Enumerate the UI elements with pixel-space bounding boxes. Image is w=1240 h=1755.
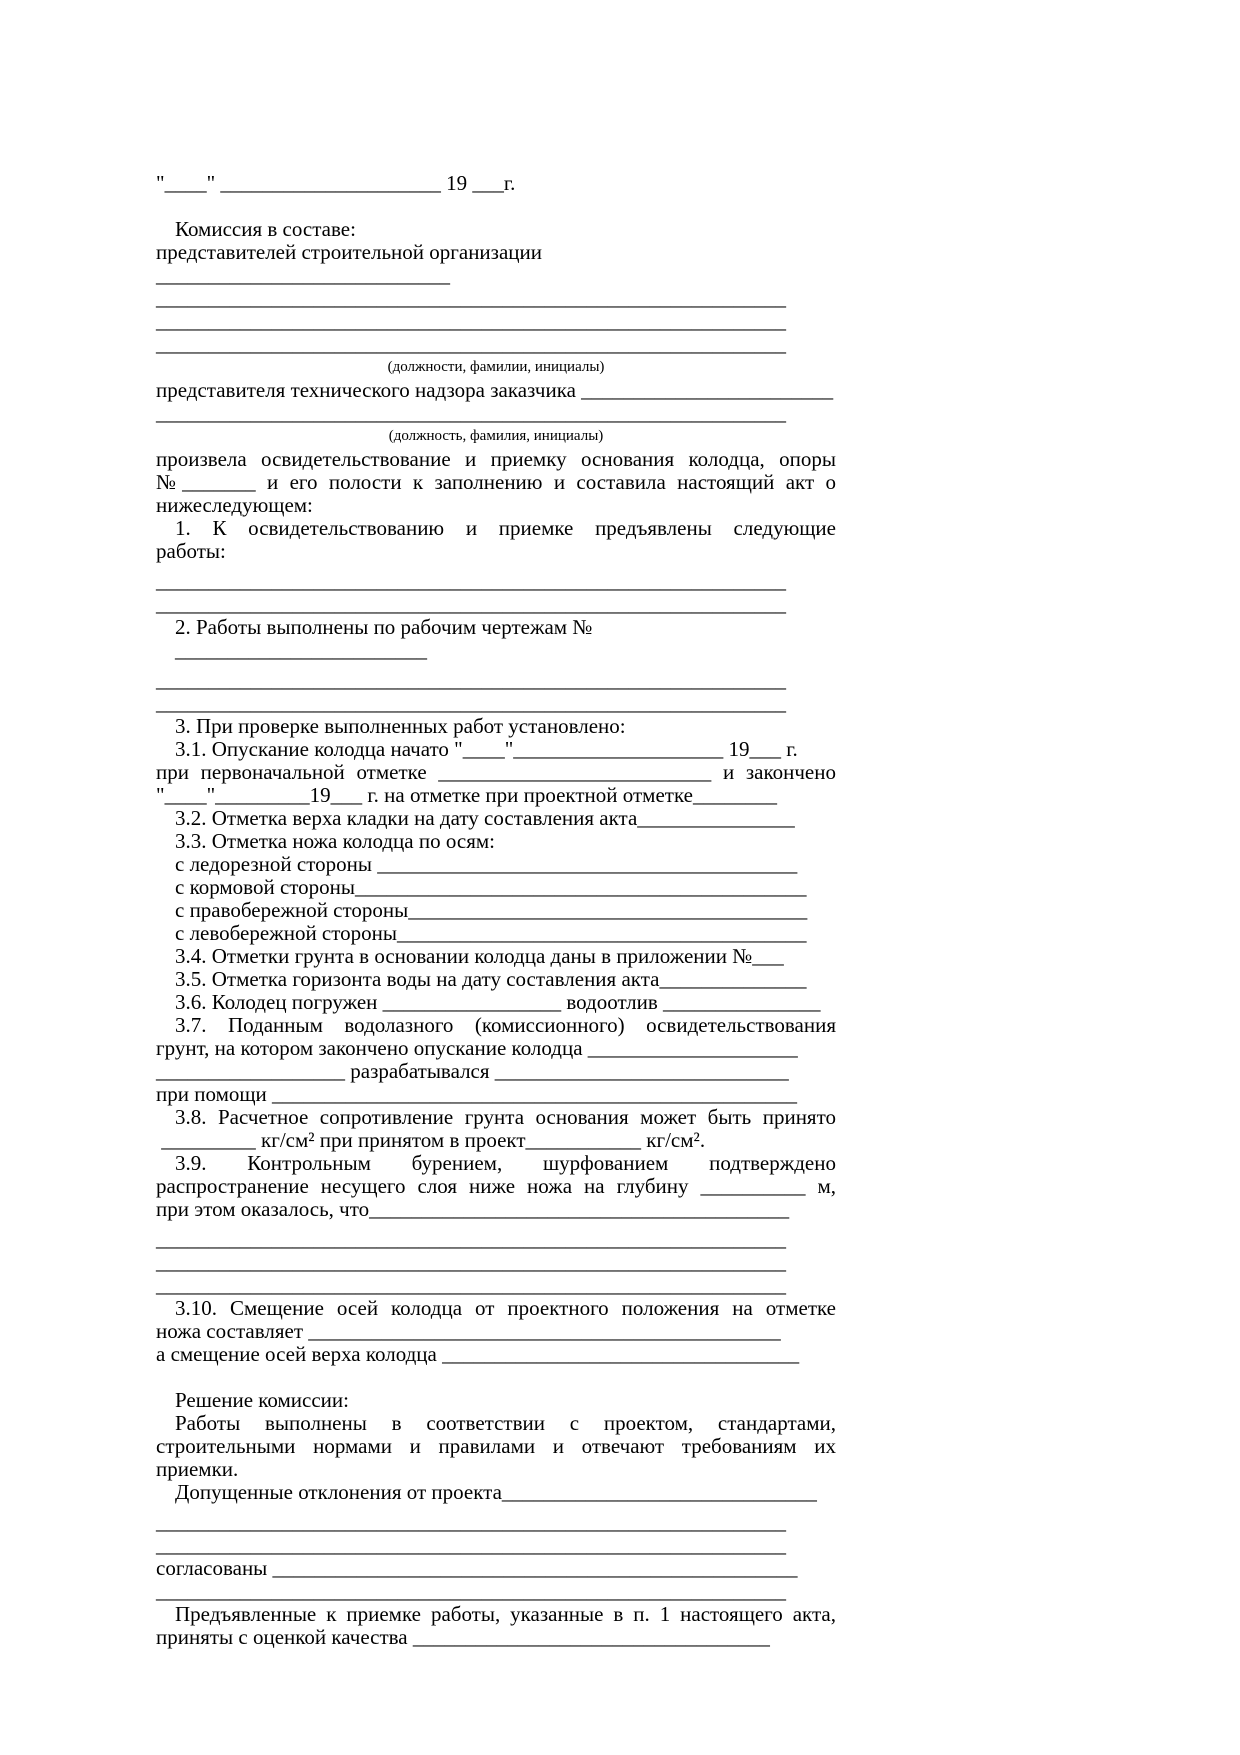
fill-line: ____________________________________________________________ [156, 691, 786, 715]
item-3-7-line-1: 3.7. Поданным водолазного (комиссионного) освидетельствования [175, 1013, 836, 1037]
item-1-line-2: работы: [156, 539, 226, 563]
item-2-line: 2. Работы выполнены по рабочим чертежам № ________________________ [175, 615, 593, 662]
fill-line: ____________________________________________________________ [156, 1273, 786, 1297]
item-3-3-stern-side: с кормовой стороны___________________________________________ [175, 875, 807, 899]
caption-positions-plural: (должности, фамилии, инициалы) [387, 359, 605, 375]
item-3-9-line-3: при этом оказалось, что________________________________________ [156, 1197, 790, 1221]
item-3-heading: 3. При проверке выполненных работ установлено: [175, 714, 626, 738]
fill-line: ____________________________________________________________ [156, 1533, 786, 1557]
item-3-1-line-2: при первоначальной отметке __________________________ и закончено [156, 760, 836, 784]
decision-line-3: приемки. [156, 1457, 239, 1481]
act-intro-line-3: нижеследующем: [156, 493, 313, 517]
item-3-2-line: 3.2. Отметка верха кладки на дату составления акта_______________ [175, 806, 795, 830]
act-intro-line-2: №_______ и его полости к заполнению и составила настоящий акт о [156, 470, 836, 494]
fill-line: ____________________________________________________________ [156, 668, 786, 692]
item-3-8-line-2: _________ кг/см² при принятом в проект___________ кг/см². [156, 1128, 706, 1152]
fill-line: ____________________________________________________________ [156, 1510, 786, 1534]
date-line: "____" _____________________ 19 ___г. [156, 171, 516, 195]
caption-position-singular: (должность, фамилия, инициалы) [388, 428, 604, 444]
item-3-5-line: 3.5. Отметка горизонта воды на дату составления акта______________ [175, 967, 807, 991]
acceptance-line-1: Предъявленные к приемке работы, указанные в п. 1 настоящего акта, [175, 1602, 836, 1626]
decision-line-2: строительными нормами и правилами и отвечают требованиям их [156, 1434, 836, 1458]
item-3-8-line-1: 3.8. Расчетное сопротивление грунта основания может быть принято [175, 1105, 836, 1129]
decision-line-1: Работы выполнены в соответствии с проектом, стандартами, [175, 1411, 836, 1435]
item-3-10-line-2: ножа составляет _____________________________________________ [156, 1319, 781, 1343]
commission-heading: Комиссия в составе: [175, 217, 356, 241]
item-3-3-left-bank: с левобережной стороны_______________________________________ [175, 921, 807, 945]
agreed-line: согласованы __________________________________________________ [156, 1556, 798, 1580]
item-3-9-line-1: 3.9. Контрольным бурением, шурфованием подтверждено [175, 1151, 836, 1175]
spacer [156, 195, 836, 218]
fill-line: ____________________________________________________________ [156, 1579, 786, 1603]
fill-line: ____________________________________________________________ [156, 401, 786, 425]
acceptance-line-2: приняты с оценкой качества __________________________________ [156, 1625, 770, 1649]
item-3-7-line-4: при помощи __________________________________________________ [156, 1082, 798, 1106]
item-3-10-line-1: 3.10. Смещение осей колодца от проектного положения на отметке [175, 1296, 836, 1320]
builder-representatives-line: представителей строительной организации ____________________________ [156, 240, 542, 287]
fill-line: ____________________________________________________________ [156, 592, 786, 616]
fill-line: ____________________________________________________________ [156, 1227, 786, 1251]
item-3-1-line-1: 3.1. Опускание колодца начато "____"____________________ 19___ г. [175, 737, 798, 761]
fill-line: ____________________________________________________________ [156, 1250, 786, 1274]
item-3-6-line: 3.6. Колодец погружен _________________ водоотлив _______________ [175, 990, 821, 1014]
item-3-3-right-bank: с правобережной стороны______________________________________ [175, 898, 808, 922]
item-3-3-ice-side: с ледорезной стороны ________________________________________ [175, 852, 798, 876]
fill-line: ____________________________________________________________ [156, 286, 786, 310]
act-intro-line-1: произвела освидетельствование и приемку основания колодца, опоры [156, 447, 836, 471]
item-3-7-line-2: грунт, на котором закончено опускание колодца ____________________ [156, 1036, 798, 1060]
fill-line: ____________________________________________________________ [156, 309, 786, 333]
item-3-7-line-3: __________________ разрабатывался ____________________________ [156, 1059, 789, 1083]
spacer [156, 1366, 836, 1389]
item-3-4-line: 3.4. Отметки грунта в основании колодца даны в приложении №___ [175, 944, 784, 968]
decision-heading: Решение комиссии: [175, 1388, 349, 1412]
item-3-10-line-3: а смещение осей верха колодца __________________________________ [156, 1342, 800, 1366]
fill-line: ____________________________________________________________ [156, 569, 786, 593]
fill-line: ____________________________________________________________ [156, 332, 786, 356]
item-3-1-line-3: "____"_________19___ г. на отметке при проектной отметке________ [156, 783, 777, 807]
deviations-line: Допущенные отклонения от проекта______________________________ [175, 1480, 817, 1504]
item-1-line-1: 1. К освидетельствованию и приемке предъявлены следующие [175, 516, 836, 540]
item-3-3-heading: 3.3. Отметка ножа колодца по осям: [175, 829, 495, 853]
item-3-9-line-2: распространение несущего слоя ниже ножа на глубину __________ м, [156, 1174, 836, 1198]
customer-supervisor-line: представителя технического надзора заказчика ________________________ [156, 378, 834, 402]
act-document-text [156, 172, 836, 1649]
